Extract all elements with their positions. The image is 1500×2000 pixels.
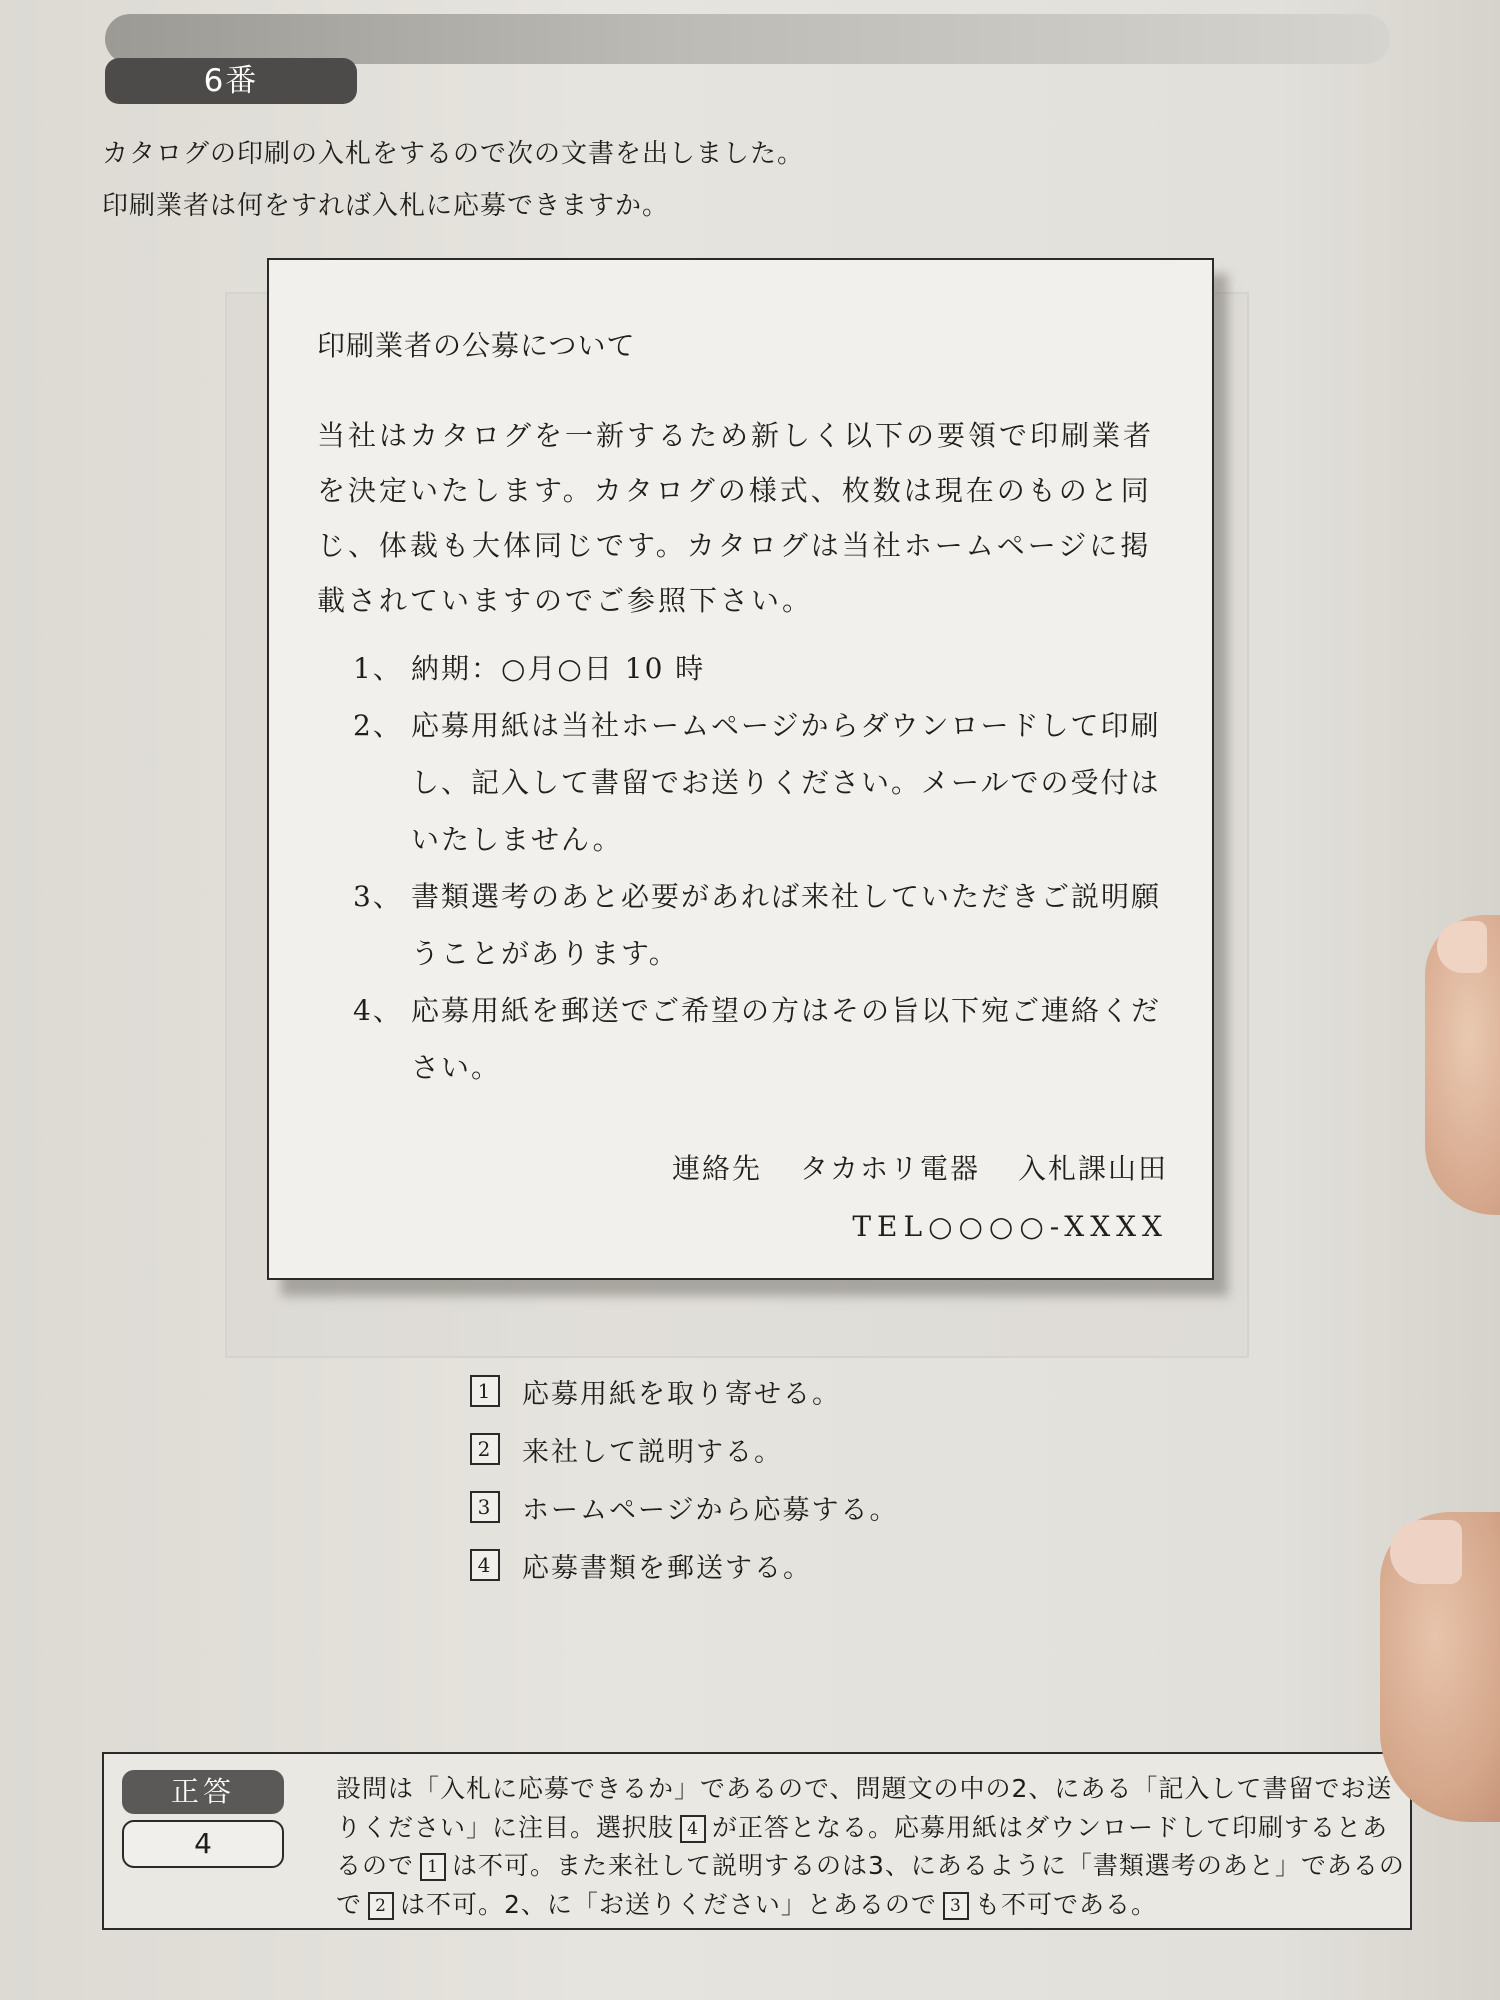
choice-text: 応募用紙を取り寄せる。: [522, 1378, 841, 1410]
header-bar: [105, 14, 1390, 64]
question-number-label: 6番: [105, 58, 357, 104]
choice-4[interactable]: [470, 1536, 898, 1594]
notice-document: [267, 258, 1214, 1280]
choice-text: ホームページから応募する。: [522, 1494, 899, 1526]
finger-top: [1425, 915, 1500, 1215]
choice-ref-box: 1: [420, 1853, 446, 1881]
choice-number: 3: [470, 1491, 500, 1523]
explanation-part: は不可。また来社して説明するのは3、にあるように「書類選考のあと」であるので: [336, 1851, 1405, 1919]
intro-line-1: カタログの印刷の入札をするので次の文書を出しました。: [102, 139, 805, 169]
choice-ref-box: 4: [680, 1815, 706, 1843]
item-text: 応募用紙は当社ホームページからダウンロードして印刷し、記入して書留でお送りください。メールでの受付はいたしません。: [411, 709, 1161, 856]
contact-tel: TEL○○○○-XXXX: [852, 1210, 1168, 1243]
list-item: [353, 640, 1173, 697]
contact-label: 連絡先: [671, 1152, 762, 1185]
item-number: 1、: [353, 652, 403, 685]
explanation-part: 設問は「入札に応募できるか」であるので、問題文の中の2、にある「記入して書留でお送りください」に注目。選択肢: [336, 1774, 1393, 1842]
answer-label: 正答: [122, 1770, 284, 1814]
answer-explanation-box: [102, 1752, 1412, 1930]
fingernail: [1437, 921, 1487, 973]
choice-text: 応募書類を郵送する。: [522, 1552, 812, 1584]
contact-block: [634, 1140, 1168, 1256]
choice-1[interactable]: [470, 1362, 898, 1420]
list-item: [353, 697, 1173, 868]
choice-number: 4: [470, 1549, 500, 1581]
item-number: 4、: [353, 994, 403, 1027]
item-text: 書類選考のあと必要があれば来社していただきご説明願うことがあります。: [411, 880, 1162, 970]
contact-company: タカホリ電器: [799, 1152, 980, 1185]
document-body: 当社はカタログを一新するため新しく以下の要領で印刷業者を決定いたします。カタログの様式、枚数は現在のものと同じ、体裁も大体同じです。カタログは当社ホームページに掲載されていますのでご参照下さい。: [317, 419, 1155, 617]
answer-value: 4: [122, 1820, 284, 1868]
choice-ref-box: 3: [943, 1892, 969, 1920]
fingernail: [1390, 1520, 1462, 1584]
intro-line-2: 印刷業者は何をすれば入札に応募できますか。: [102, 191, 670, 221]
choice-ref-box: 2: [368, 1892, 394, 1920]
answer-choices: [470, 1362, 898, 1594]
item-number: 2、: [353, 709, 403, 742]
document-title: 印刷業者の公募について: [317, 329, 636, 362]
list-item: [353, 868, 1173, 982]
choice-number: 1: [470, 1375, 500, 1407]
choice-text: 来社して説明する。: [522, 1436, 783, 1468]
item-number: 3、: [353, 880, 403, 913]
explanation-text: [336, 1770, 1406, 1924]
contact-person: 入札課山田: [1017, 1152, 1168, 1185]
item-text: 応募用紙を郵送でご希望の方はその旨以下宛ご連絡ください。: [411, 994, 1162, 1084]
document-item-list: [353, 640, 1173, 1096]
explanation-part: が正答となる。応募用紙はダウンロードして印刷するとあるので: [336, 1812, 1389, 1880]
item-text: 納期：○月○日 10 時: [411, 652, 706, 685]
finger-bottom: [1380, 1512, 1500, 1822]
choice-number: 2: [470, 1433, 500, 1465]
explanation-part: も不可である。: [974, 1889, 1157, 1919]
question-intro: [102, 128, 804, 232]
list-item: [353, 982, 1173, 1096]
explanation-part: は不可。2、に「お送りください」とあるので: [400, 1889, 937, 1919]
contact-line: [634, 1140, 1168, 1198]
choice-3[interactable]: [470, 1478, 898, 1536]
choice-2[interactable]: [470, 1420, 898, 1478]
